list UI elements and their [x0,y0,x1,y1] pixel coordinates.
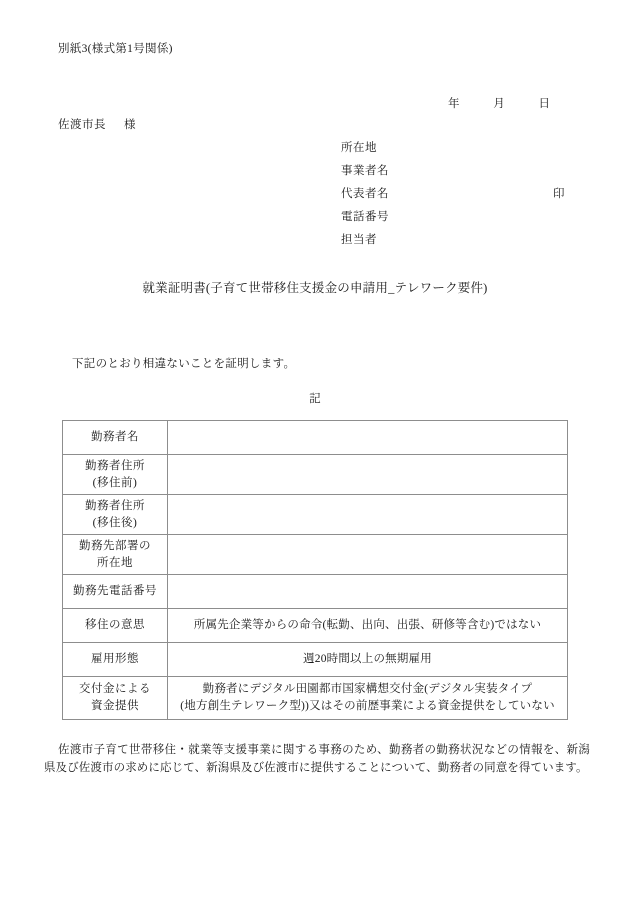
table-row-label-line2: (移住前) [92,476,138,489]
addressee [58,116,136,132]
table-row [63,535,568,575]
table-row-label [63,609,168,643]
table-row-label-line1: 雇用形態 [91,653,139,666]
certification-statement: 下記のとおり相違ないことを証明します。 [72,358,296,370]
ki-mark: 記 [309,393,321,405]
issuer-field-representative [341,185,581,208]
table-row [63,455,568,495]
issuer-field-company-label: 事業者名 [341,165,389,177]
issuer-field-contact-person [341,231,581,254]
issuer-field-company [341,162,581,185]
table-row-label-line2: (移住後) [92,516,138,529]
table-row-value-line1: 週20時間以上の無期雇用 [303,653,432,666]
table-row-value [168,643,568,677]
table-row-label-line1: 勤務者名 [91,431,139,444]
issuer-field-phone-label: 電話番号 [341,211,389,223]
table-row-label-line2: 所在地 [97,556,133,569]
table-row-value[interactable] [168,455,568,495]
table-row-value-line2: (地方創生テレワーク型))又はその前歴事業による資金提供をしていない [180,700,555,712]
table-row-value [168,677,568,720]
table-row [63,495,568,535]
table-row-value [168,609,568,643]
document-reference-label: 別紙3(様式第1号関係) [58,43,173,55]
table-row-value[interactable] [168,495,568,535]
page-title: 就業証明書(子育て世帯移住支援金の申請用_テレワーク要件) [142,281,488,295]
date-year-label: 年 [448,98,460,110]
table-row-label-line1: 交付金による [79,683,151,696]
table-row-label-line1: 勤務先電話番号 [73,585,157,598]
issuer-field-location [341,139,581,162]
table-row-label-line1: 勤務先部署の [79,539,151,552]
table-row-label [63,455,168,495]
issuer-field-representative-label: 代表者名 [341,188,389,200]
issuer-block [341,139,581,254]
addressee-name: 佐渡市長 [58,119,106,131]
table-row-label [63,421,168,455]
issuer-field-contact-person-label: 担当者 [341,234,377,246]
table-row [63,575,568,609]
date-line [448,95,550,111]
table-row-value[interactable] [168,535,568,575]
date-month-label: 月 [493,98,505,110]
table-row [63,421,568,455]
addressee-honorific: 様 [124,119,136,131]
table-row-label-line1: 移住の意思 [85,619,145,632]
table-row-label-line2: 資金提供 [91,700,139,712]
date-day-label: 日 [538,98,550,110]
table-row-value-line1: 勤務者にデジタル田園都市国家構想交付金(デジタル実装タイプ [202,683,533,696]
table-row-label-line1: 勤務者住所 [85,459,145,472]
table-row-label [63,535,168,575]
table-row-label [63,643,168,677]
table-row-value[interactable] [168,575,568,609]
table-row-label-line1: 勤務者住所 [85,499,145,512]
table-row-label [63,495,168,535]
table-row-label [63,575,168,609]
table-row [63,643,568,677]
issuer-field-location-label: 所在地 [341,142,377,154]
table-row-value[interactable] [168,421,568,455]
certification-table [62,420,568,720]
table-row [63,677,568,720]
table-row [63,609,568,643]
consent-note: 佐渡市子育て世帯移住・就業等支援事業に関する事務のため、勤務者の勤務状況などの情報を、新潟県及び佐渡市の求めに応じて、新潟県及び佐渡市に提供することについて、勤務者の同意を得ています。 [44,744,590,774]
table-row-value-line1: 所属先企業等からの命令(転勤、出向、出張、研修等含む)ではない [193,619,542,632]
issuer-field-phone [341,208,581,231]
table-row-label [63,677,168,720]
seal-stamp-icon: 印 [553,188,565,200]
